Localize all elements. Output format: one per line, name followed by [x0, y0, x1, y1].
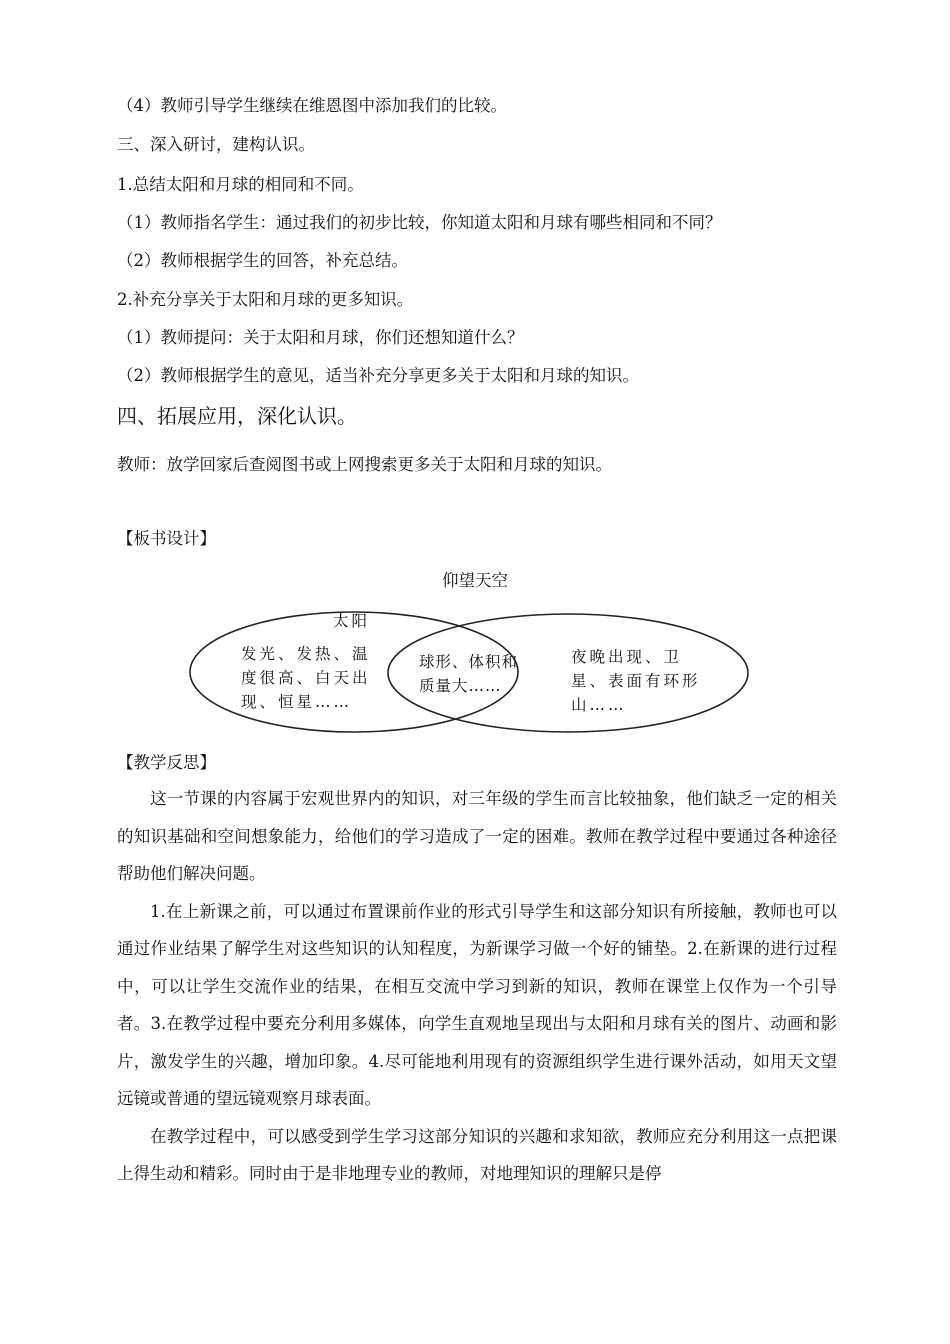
reflection-paragraph-2: 1.在上新课之前，可以通过布置课前作业的形式引导学生和这部分知识有所接触，教师也可以通过作业结果了解学生对这些知识的认知程度，为新课学习做一个好的铺垫。2.在新课的进行过程中，可以让学生交流作业的结果，在相互交流中学习到新的知识，教师在课堂上仅作为一个引导者。3.在教学过程中要充分利用多媒体，向学生直观地呈现出与太阳和月球有关的图片、动画和影片，激发学生的兴趣，增加印象。4.尽可能地利用现有的资源组织学生进行课外活动，如用天文望远镜或普通的望远镜观察月球表面。 — [117, 901, 837, 1108]
item2-line: 2.补充分享关于太阳和月球的更多知识。 — [117, 290, 414, 309]
moon-features-line3: 山…… — [571, 696, 627, 714]
moon-features-line1: 夜晚出现、卫 — [571, 648, 683, 666]
section3-heading: 三、深入研讨，建构认识。 — [117, 135, 315, 154]
sun-features-line1: 发光、发热、温 — [241, 645, 371, 663]
sun-features-line2: 度很高、白天出 — [241, 669, 371, 687]
moon-features-line2: 星、表面有环形 — [571, 672, 701, 690]
reflection-heading: 【教学反思】 — [117, 753, 216, 772]
reflection-paragraph-1: 这一节课的内容属于宏观世界内的知识，对三年级的学生而言比较抽象，他们缺乏一定的相关的知识基础和空间想象能力，给他们的学习造成了一定的困难。教师在教学过程中要通过各种途径帮助他们解决问题。 — [117, 789, 837, 883]
sun-features-line3: 现、恒星…… — [241, 693, 353, 711]
board-title: 仰望天空 — [442, 571, 508, 590]
reflection-body — [117, 780, 837, 1193]
reflection-paragraph-3: 在教学过程中，可以感受到学生学习这部分知识的兴趣和求知欲，教师应充分利用这一点把课上得生动和精彩。同时由于是非地理专业的教师，对地理知识的理解只是停 — [117, 1126, 837, 1183]
item1-2-line: （2）教师根据学生的回答，补充总结。 — [117, 251, 408, 270]
section4-heading: 四、拓展应用，深化认识。 — [117, 404, 357, 428]
step4-line: （4）教师引导学生继续在维恩图中添加我们的比较。 — [117, 96, 507, 115]
common-features-line1: 球形、体积和 — [419, 653, 519, 671]
common-features-line2: 质量大…… — [419, 677, 502, 695]
item2-1-line: （1）教师提问：关于太阳和月球，你们还想知道什么？ — [117, 328, 524, 347]
homework-line: 教师：放学回家后查阅图书或上网搜索更多关于太阳和月球的知识。 — [117, 455, 612, 474]
item1-line: 1.总结太阳和月球的相同和不同。 — [117, 175, 364, 194]
item2-2-line: （2）教师根据学生的意见，适当补充分享更多关于太阳和月球的知识。 — [117, 366, 639, 385]
sun-label: 太阳 — [333, 612, 371, 630]
item1-1-line: （1）教师指名学生：通过我们的初步比较，你知道太阳和月球有哪些相同和不同？ — [117, 213, 722, 232]
board-design-heading: 【板书设计】 — [117, 529, 216, 548]
